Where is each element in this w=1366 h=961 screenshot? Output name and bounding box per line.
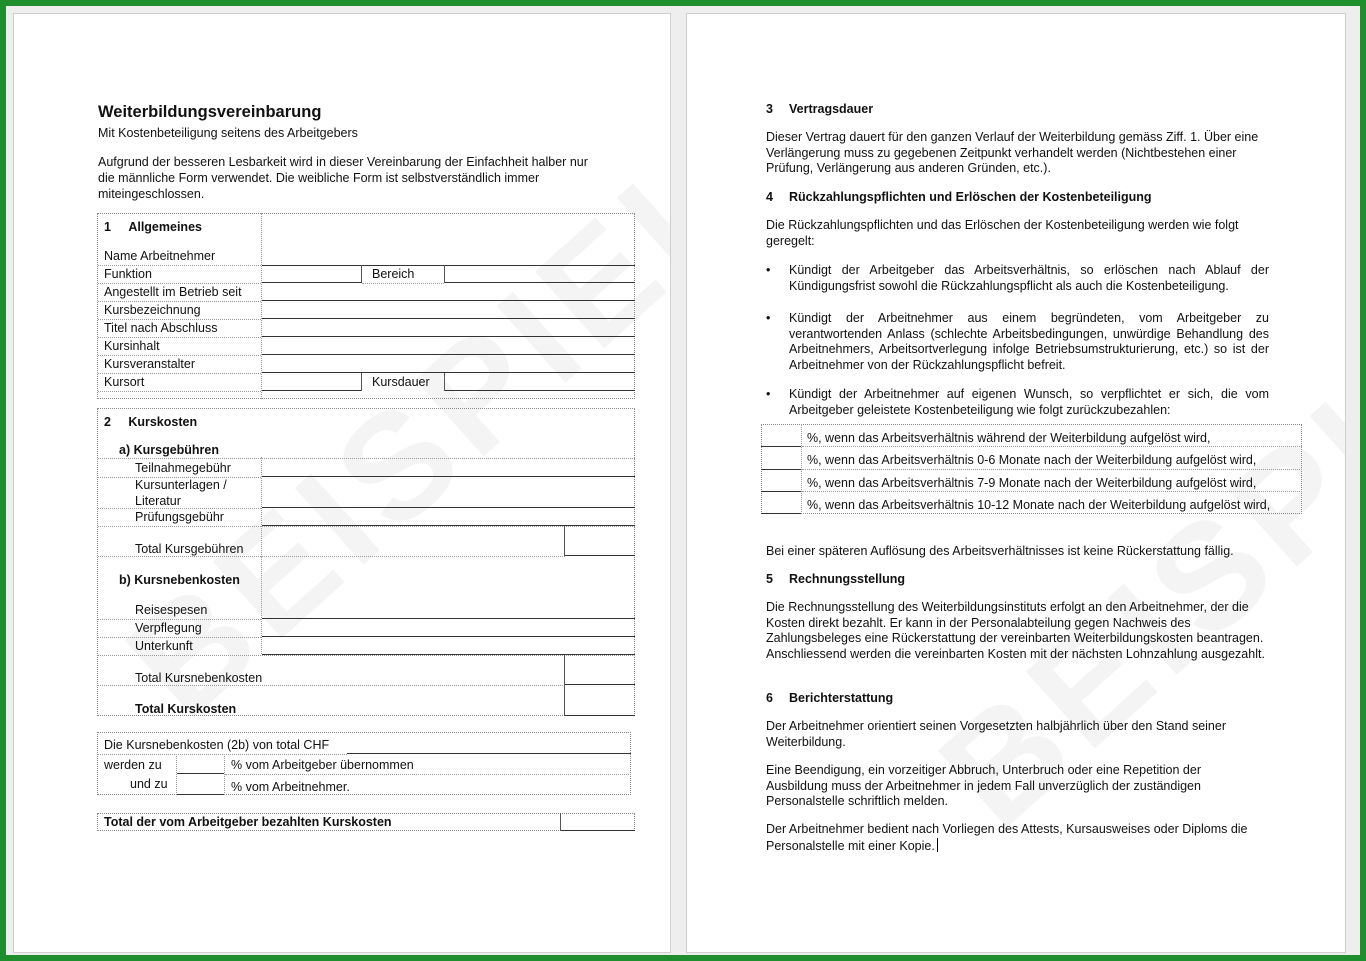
label-reisespesen: Reisespesen bbox=[135, 603, 208, 617]
section-5-heading: 5 Rechnungsstellung bbox=[766, 572, 905, 586]
input-reisespesen[interactable] bbox=[262, 618, 635, 619]
label-werden-zu: werden zu bbox=[104, 758, 162, 772]
label-total-kosten: Total Kurskosten bbox=[135, 702, 237, 716]
input-name[interactable] bbox=[262, 265, 635, 266]
label-kursort: Kursort bbox=[104, 375, 145, 389]
kursgebuehren-heading: a) Kursgebühren bbox=[119, 443, 220, 457]
input-verpflegung[interactable] bbox=[262, 636, 635, 637]
input-total-gebuehren[interactable] bbox=[565, 555, 635, 556]
section-3-heading: 3 Vertragsdauer bbox=[766, 102, 874, 116]
input-teilnahme[interactable] bbox=[262, 476, 635, 477]
bullet-1-text: Kündigt der Arbeitgeber das Arbeitsverhältnis, so erlöschen nach Ablauf der Kündigungsfrist sowohl die Rückzahlungspflicht als auch die Kostenbeteiligung. bbox=[789, 263, 1269, 293]
refund-row-1: %, wenn das Arbeitsverhältnis während der Weiterbildung aufgelöst wird, bbox=[807, 431, 1211, 445]
input-nebenkosten-chf[interactable] bbox=[347, 753, 631, 754]
section-2-heading: 2 Kurskosten bbox=[104, 415, 198, 429]
input-angestellt[interactable] bbox=[262, 300, 635, 301]
label-kursinhalt: Kursinhalt bbox=[104, 339, 160, 353]
bullet-2: • bbox=[766, 311, 771, 325]
section-6-p2: Eine Beendigung, ein vorzeitiger Abbruch, Unterbruch oder eine Repetition der Ausbildung muss der Arbeitnehmer in jedem Fall unverzüglich der zuständigen Personalstelle schriftlich melden. bbox=[766, 763, 1201, 808]
input-total-arbeitgeber[interactable] bbox=[561, 830, 635, 831]
label-name: Name Arbeitnehmer bbox=[104, 249, 216, 263]
refund-row-3: %, wenn das Arbeitsverhältnis 7-9 Monate nach der Weiterbildung aufgelöst wird, bbox=[807, 476, 1257, 490]
label-angestellt: Angestellt im Betrieb seit bbox=[104, 285, 242, 299]
input-percent-arbeitnehmer[interactable] bbox=[177, 794, 224, 795]
input-kursveranstalter[interactable] bbox=[262, 372, 635, 373]
section-4-heading: 4 Rückzahlungspflichten und Erlöschen der Kostenbeteiligung bbox=[766, 190, 1152, 204]
label-bereich: Bereich bbox=[372, 267, 415, 281]
document-title: Weiterbildungsvereinbarung bbox=[98, 103, 322, 121]
section-6-heading: 6 Berichterstattung bbox=[766, 691, 894, 705]
label-total-arbeitgeber: Total der vom Arbeitgeber bezahlten Kurskosten bbox=[104, 815, 392, 829]
document-viewer bbox=[6, 6, 1360, 955]
input-bereich[interactable] bbox=[445, 282, 635, 283]
label-unterlagen: Kursunterlagen / Literatur bbox=[135, 478, 227, 508]
bullet-2-text: Kündigt der Arbeitnehmer aus einem begründeten, vom Arbeitgeber zu verantwortenden Anlass (schlechte Arbeitsbedingungen, unwürdige Behandlung des Arbeitnehmers, Arbeitsortverlegung infolge Betriebsumstrukturierung, etc.) so ist der Arbeitnehmer von der Rückzahlungspflicht befreit. bbox=[789, 311, 1269, 372]
label-total-neben: Total Kursnebenkosten bbox=[135, 671, 263, 685]
bullet-3-text: Kündigt der Arbeitnehmer auf eigenen Wunsch, so verpflichtet er sich, die vom Arbeitgeber geleistete Kostenbeteiligung wie folgt zurückzubezahlen: bbox=[789, 387, 1269, 417]
label-arbeitgeber: % vom Arbeitgeber übernommen bbox=[231, 758, 414, 772]
section-5-text: Die Rechnungsstellung des Weiterbildungsinstituts erfolgt an den Arbeitnehmer, der die Kosten direkt bezahlt. Er kann in der Personalabteilung gegen Nachweis des Zahlungsbeleges eine Rückerstattung der vereinbarten Weiterbildungskosten beantragen. Anschliessend werden die vereinbarten Kosten mit der nächsten Lohnzahlung ausgezahlt. bbox=[766, 600, 1265, 661]
input-percent-arbeitgeber[interactable] bbox=[177, 773, 224, 774]
label-und-zu: und zu bbox=[130, 777, 168, 791]
refund-row-2: %, wenn das Arbeitsverhältnis 0-6 Monate nach der Weiterbildung aufgelöst wird, bbox=[807, 453, 1257, 467]
refund-percent-4[interactable] bbox=[761, 513, 801, 514]
label-teilnahme: Teilnahmegebühr bbox=[135, 461, 231, 475]
section-4-text: Die Rückzahlungspflichten und das Erlöschen der Kostenbeteiligung werden wie folgt geregelt: bbox=[766, 218, 1239, 248]
input-total-neben[interactable] bbox=[565, 684, 635, 685]
refund-percent-2[interactable] bbox=[761, 469, 801, 470]
label-arbeitnehmer: % vom Arbeitnehmer. bbox=[231, 780, 350, 794]
label-total-gebuehren: Total Kursgebühren bbox=[135, 542, 244, 556]
input-total-kosten[interactable] bbox=[565, 715, 635, 716]
intro-paragraph: Aufgrund der besseren Lesbarkeit wird in dieser Vereinbarung der Einfachheit halber nur die männliche Form verwendet. Die weibliche Form ist selbstverständlich immer miteingeschlossen. bbox=[98, 155, 588, 201]
label-kursveranstalter: Kursveranstalter bbox=[104, 357, 196, 371]
label-pruefung: Prüfungsgebühr bbox=[135, 510, 224, 524]
input-unterlagen[interactable] bbox=[262, 507, 635, 508]
section-6-p1: Der Arbeitnehmer orientiert seinen Vorgesetzten halbjährlich über den Stand seiner Weiterbildung. bbox=[766, 719, 1226, 749]
refund-row-4: %, wenn das Arbeitsverhältnis 10-12 Monate nach der Weiterbildung aufgelöst wird, bbox=[807, 498, 1271, 512]
label-verpflegung: Verpflegung bbox=[135, 621, 202, 635]
input-titel[interactable] bbox=[262, 336, 635, 337]
section-4-after: Bei einer späteren Auflösung des Arbeitsverhältnisses ist keine Rückerstattung fällig. bbox=[766, 544, 1234, 558]
refund-percent-1[interactable] bbox=[761, 446, 801, 447]
label-funktion: Funktion bbox=[104, 267, 152, 281]
input-funktion[interactable] bbox=[262, 282, 361, 283]
label-unterkunft: Unterkunft bbox=[135, 639, 193, 653]
refund-percent-3[interactable] bbox=[761, 491, 801, 492]
label-nebenkosten-chf: Die Kursnebenkosten (2b) von total CHF bbox=[104, 738, 330, 752]
input-kursbezeichnung[interactable] bbox=[262, 318, 635, 319]
section-6-p3: Der Arbeitnehmer bedient nach Vorliegen des Attests, Kursausweises oder Diploms die Personalstelle mit einer Kopie. bbox=[766, 822, 1248, 853]
input-kursinhalt[interactable] bbox=[262, 354, 635, 355]
bullet-3: • bbox=[766, 387, 771, 401]
text-cursor bbox=[937, 838, 938, 852]
bullet-1: • bbox=[766, 263, 771, 277]
input-kursort[interactable] bbox=[262, 390, 361, 391]
kursnebenkosten-heading: b) Kursnebenkosten bbox=[119, 573, 240, 587]
page-left bbox=[13, 13, 671, 953]
section-1-heading: 1 Allgemeines bbox=[104, 220, 202, 234]
label-kursbezeichnung: Kursbezeichnung bbox=[104, 303, 201, 317]
document-subtitle: Mit Kostenbeteiligung seitens des Arbeitgebers bbox=[98, 126, 358, 140]
label-titel: Titel nach Abschluss bbox=[104, 321, 218, 335]
input-kursdauer[interactable] bbox=[445, 390, 635, 391]
page-right bbox=[686, 13, 1346, 953]
section-3-text: Dieser Vertrag dauert für den ganzen Verlauf der Weiterbildung gemäss Ziff. 1. Über eine Verlängerung muss zu gegebenen Zeitpunkt verhandelt werden (Nichtbestehen einer Prüfung, Verlängerung aus anderen Gründen, etc.). bbox=[766, 130, 1259, 175]
label-kursdauer: Kursdauer bbox=[372, 375, 430, 389]
